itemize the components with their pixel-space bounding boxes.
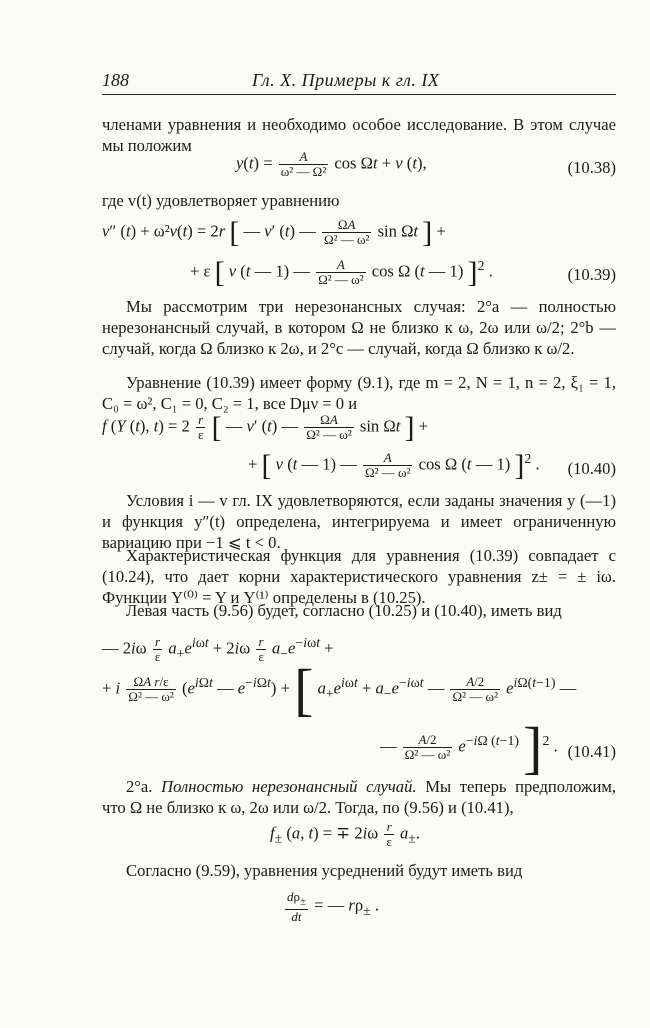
paragraph-2: где v(t) удовлетворяет уравнению	[102, 191, 340, 210]
equation-label-10-41: (10.41)	[567, 742, 616, 761]
equation-f-pm: $f_\pm$ (a, t) = ∓ 2iω $\frac{r}{\varepsilon}$ $a_\pm$.	[270, 819, 421, 849]
equation-10-40-line-1: f (Y (t), t) = 2 $\frac{r}{\varepsilon}$ [ — v′ (t) — $\frac{\Omega A}{\text{Ω² — ω²}}$ sin Ωt ] +	[102, 411, 429, 444]
paragraph-3: Мы рассмотрим три нерезонансных случая: 2°a — полностью нерезонансный случай, в котором Ω не близко к ω, 2ω или ω/2; 2°b — случай, когда Ω близко к 2ω, и 2°c — случай, когда Ω близко к ω/2.	[102, 297, 616, 358]
page-number: 188	[102, 70, 129, 90]
equation-10-39-line-2: + ε [ v (t — 1) — $\frac{A}{\text{Ω² — ω²}}$ cos Ω (t — 1) ]$^2$ .	[190, 256, 493, 290]
page-header	[102, 70, 616, 95]
case-text: Мы теперь предположим, что Ω не близко к ω, 2ω или ω/2. Тогда, по (9.56) и (10.41),	[102, 777, 616, 817]
paragraph-1: членами уравнения и необходимо особое исследование. В этом случае мы положим	[102, 115, 616, 155]
paragraph-6: Характеристическая функция для уравнения (10.39) совпадает с (10.24), что дает корни характеристического уравнения z± = ± iω. Функции Y⁽⁰⁾ = Y и Y⁽¹⁾ определены в (10.25).	[102, 546, 616, 607]
equation-label-10-38: (10.38)	[567, 158, 616, 177]
equation-label-10-39: (10.39)	[567, 265, 616, 284]
equation-rho: $\frac{d\rho_\pm}{dt}$ = — $r\rho_\pm$ .	[287, 889, 379, 924]
paragraph-4: Уравнение (10.39) имеет форму (9.1), где m = 2, N = 1, n = 2, ξ₁ = 1, C₀ = ω², C₁ = 0, C₂ = 1, все Dμν = 0 и	[102, 373, 616, 413]
paragraph-8	[102, 776, 616, 818]
case-title: Полностью нерезонансный случай.	[161, 777, 417, 796]
equation-10-40-line-2: + [ v (t — 1) — $\frac{A}{\text{Ω² — ω²}}$ cos Ω (t — 1) ]$^2$ .	[248, 449, 540, 483]
equation-10-39-line-1: v″ (t) + ω²v(t) = 2r [ — v′ (t) — $\frac{\Omega A}{\text{Ω² — ω²}}$ sin Ωt ] +	[102, 216, 446, 249]
paragraph-9: Согласно (9.59), уравнения усреднений будут иметь вид	[126, 861, 523, 880]
paragraph-5: Условия i — v гл. IX удовлетворяются, если заданы значения y (—1) и функция y″(t) определена, интегрируема и имеет ограниченную вариацию при −1 ⩽ t < 0.	[102, 491, 616, 552]
equation-10-41-line-1: — 2iω $\frac{r}{\varepsilon}$ $a_+e^{i\omega t} + 2i\omega$ $\frac{r}{\varepsilon}$ $a_-e^{-i\omega t}$ +	[102, 634, 334, 665]
equation-10-41-line-3: — $\frac{A/2}{\text{Ω² — ω²}}$ $e^{-i\Omega (t-1)}$ ]$^2$ .	[380, 715, 558, 781]
equation-label-10-40: (10.40)	[567, 459, 616, 478]
equation-10-41-line-2: + i $\frac{\text{ΩA r/ε}}{\text{Ω² — ω²}}$ ($e^{i\Omega t}$ — $e^{-i\Omega t}$) + [ $a_+e^{i\omega t} + a_-e^{-i\omega t}$ — $\frac{A/2}{\text{Ω² — ω²}}$ $e^{i\Omega(t-1)}$ —	[102, 657, 577, 723]
running-title: Гл. X. Примеры к гл. IX	[252, 70, 440, 90]
equation-10-38: y(t) = $\frac{A}{\text{ω² — Ω²}}$ cos Ωt + v (t),	[236, 149, 427, 179]
case-lead: 2°a.	[126, 777, 153, 796]
paragraph-7: Левая часть (9.56) будет, согласно (10.25) и (10.40), иметь вид	[126, 601, 562, 620]
